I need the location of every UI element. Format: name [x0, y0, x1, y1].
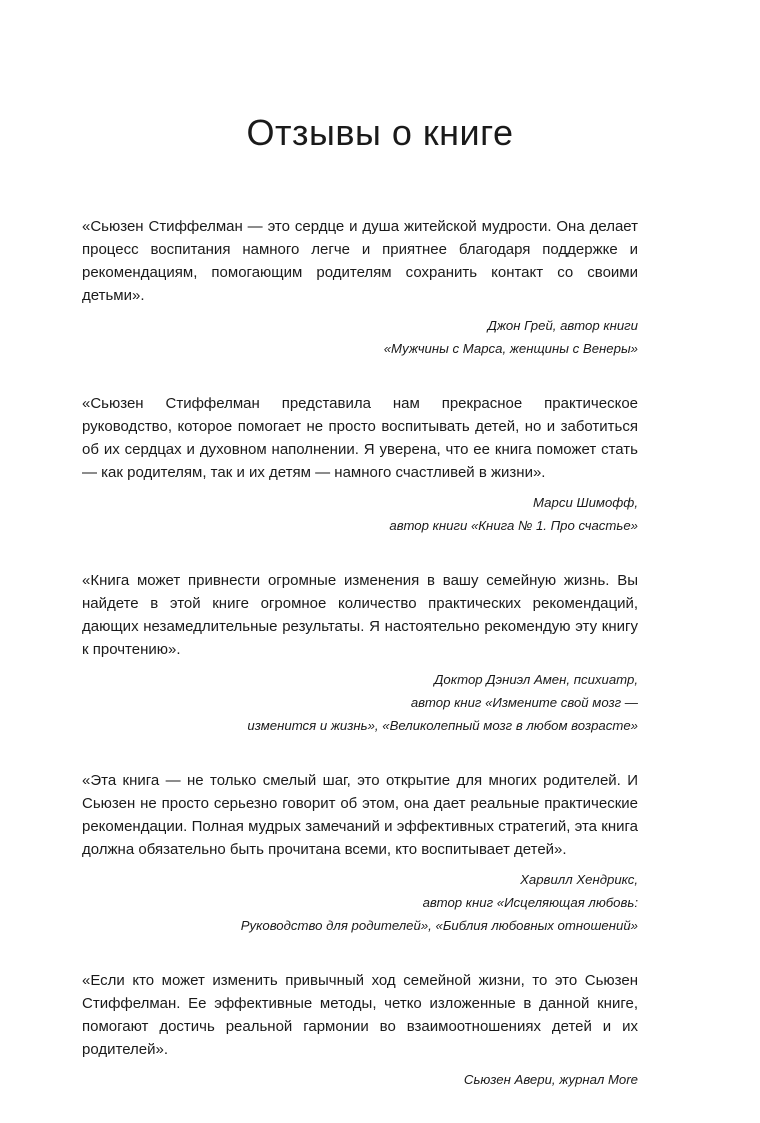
attribution-line: Джон Грей, автор книги: [487, 318, 638, 333]
attribution-line: Марси Шимофф,: [533, 495, 638, 510]
review-quote: «Эта книга — не только смелый шаг, это открытие для многих родителей. И Сьюзен не просто серьезно говорит об этом, она дает реальные практические рекомендации. Полная мудрых замечаний и эффективных стратегий, эта книга должна обязательно быть прочитана всеми, кто воспитывает детей».: [82, 772, 638, 858]
review-quote: «Сьюзен Стиффелман представила нам прекрасное практическое руководство, которое помогает не просто воспитывать детей, но и заботиться об их сердцах и духовном наполнении. Я уверена, что ее книга поможет стать — как родителям, так и их детям — намного счастливей в жизни».: [82, 395, 638, 481]
review-quote: «Книга может привнести огромные изменения в вашу семейную жизнь. Вы найдете в этой книге огромное количество практических рекомендаций, дающих незамедлительные результаты. Я настоятельно рекомендую эту книгу к прочтению».: [82, 572, 638, 658]
review-attribution: [82, 1068, 638, 1091]
review-quote: «Сьюзен Стиффелман — это сердце и душа житейской мудрости. Она делает процесс воспитания намного легче и приятнее благодаря поддержке и рекомендациям, помогающим родителям сохранить контакт со своими детьми».: [82, 218, 638, 304]
review-item: [82, 969, 638, 1091]
reviews-list: [82, 215, 638, 1123]
attribution-line: автор книг «Измените свой мозг —: [410, 695, 638, 710]
attribution-line: Руководство для родителей», «Библия любовных отношений»: [240, 918, 638, 933]
attribution-line: Сьюзен Авери, журнал More: [463, 1072, 638, 1087]
review-quote: «Если кто может изменить привычный ход семейной жизни, то это Сьюзен Стиффелман. Ее эффективные методы, четко изложенные в данной книге, помогают достичь реальной гармонии во взаимоотношениях детей и их родителей».: [82, 972, 638, 1058]
review-item: [82, 569, 638, 737]
review-attribution: [82, 491, 638, 537]
review-item: [82, 392, 638, 537]
review-item: [82, 769, 638, 937]
attribution-line: «Мужчины с Марса, женщины с Венеры»: [383, 341, 638, 356]
attribution-line: изменится и жизнь», «Великолепный мозг в любом возрасте»: [247, 718, 638, 733]
attribution-line: Харвилл Хендрикс,: [520, 872, 638, 887]
review-item: [82, 215, 638, 360]
review-attribution: [82, 314, 638, 360]
review-attribution: [82, 668, 638, 737]
review-attribution: [82, 868, 638, 937]
attribution-line: автор книги «Книга № 1. Про счастье»: [389, 518, 638, 533]
attribution-line: автор книг «Исцеляющая любовь:: [422, 895, 638, 910]
page-title: Отзывы о книге: [246, 112, 514, 153]
attribution-line: Доктор Дэниэл Амен, психиатр,: [434, 672, 638, 687]
